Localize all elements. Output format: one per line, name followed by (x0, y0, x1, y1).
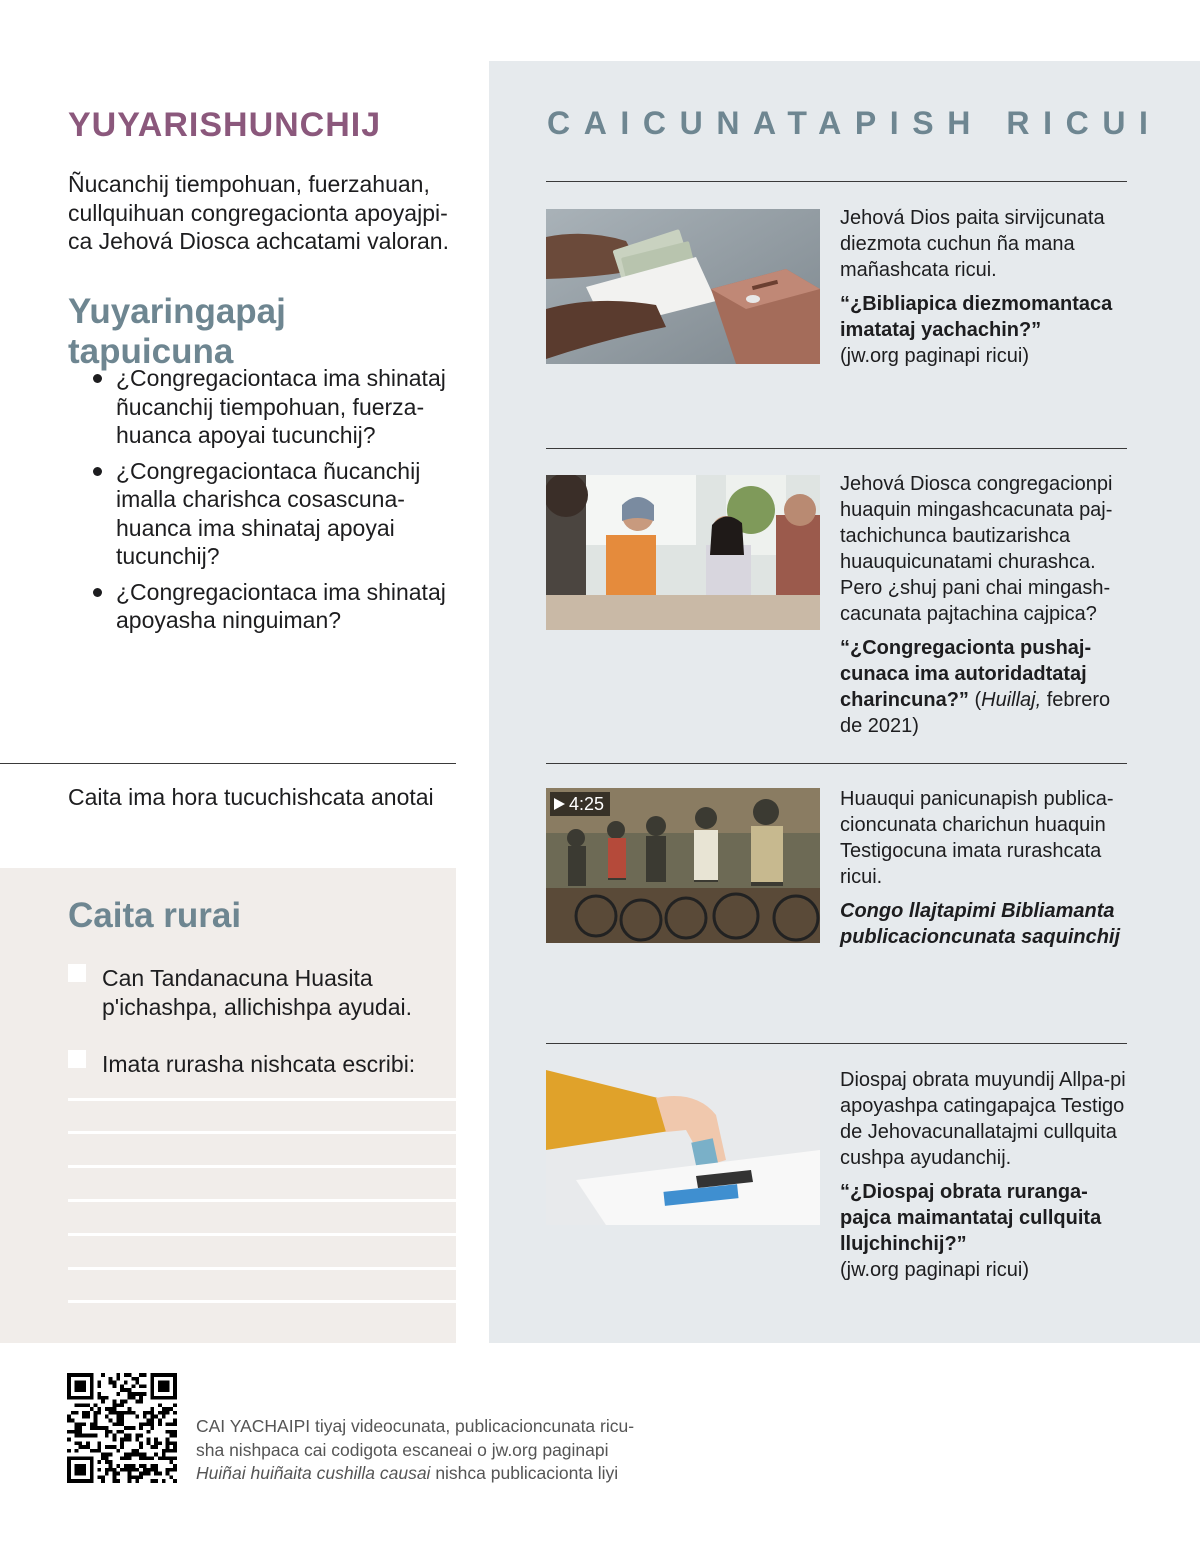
card-description: Huauqui panicunapish publica-cioncunata charichun huaquin Testigocuna imata rurashcata ricui. (840, 788, 1114, 888)
questions-title: Yuyaringapaj tapuicuna (68, 292, 286, 371)
left-column (0, 0, 456, 1343)
video-thumbnail[interactable] (546, 788, 820, 943)
writing-line[interactable] (68, 1199, 456, 1202)
source-magazine: Huillaj, (981, 689, 1042, 711)
divider (0, 763, 456, 764)
source-paren: ( (968, 689, 982, 711)
bible-study-image[interactable] (546, 475, 820, 630)
publication-title[interactable]: Huiñai huiñaita cushilla causai (196, 1463, 431, 1483)
writing-line[interactable] (68, 1233, 456, 1236)
source-date: febrero de 2021) (840, 689, 1111, 737)
question-item (93, 457, 453, 571)
card-text (840, 471, 1130, 739)
card-text (840, 1067, 1130, 1283)
checkbox[interactable] (68, 1050, 86, 1068)
divider (546, 1043, 1127, 1044)
checkbox[interactable] (68, 964, 86, 982)
card-description: Jehová Diosca congregacionpi huaquin mingashcacunata paj-tachichunca bautizarishca huauquicunatami churashca. Pero ¿shuj pani chai mingash-cacunata pajtachina cajpica? (840, 473, 1113, 625)
footer-line (196, 1462, 696, 1486)
bullet-icon (93, 467, 102, 476)
writing-line[interactable] (68, 1165, 456, 1168)
bullet-icon (93, 374, 102, 383)
card-source: (jw.org paginapi ricui) (840, 345, 1029, 367)
writing-line[interactable] (68, 1098, 456, 1101)
todo-item (68, 964, 438, 1021)
divider (546, 181, 1127, 182)
writing-line[interactable] (68, 1300, 456, 1303)
todo-item-text: Can Tandanacuna Huasita p'ichashpa, allichishpa ayudai. (102, 965, 412, 1020)
question-text: ¿Congregaciontaca ñucanchij imalla charishca cosascuna-huanca ima shinataj apoyai tucunchij? (116, 457, 421, 569)
card-text (840, 786, 1130, 950)
writing-line[interactable] (68, 1131, 456, 1134)
footer-line: sha nishpaca cai codigota escaneai o jw.org paginapi (196, 1439, 609, 1460)
footer-note (196, 1415, 696, 1486)
donation-box-image[interactable] (546, 1070, 820, 1225)
money-envelope-image[interactable] (546, 209, 820, 364)
video-duration: 4:25 (569, 794, 605, 814)
card-reference[interactable] (840, 1179, 1130, 1257)
see-also-title: CAICUNATAPISH RICUI (547, 105, 1162, 141)
card-description: Diospaj obrata muyundij Allpa-pi apoyashpa catingapajca Testigo de Jehovacunallatajmi cullquita cushpa ayudanchij. (840, 1069, 1126, 1169)
qr-code-icon[interactable] (67, 1373, 177, 1483)
card-reference[interactable] (840, 291, 1130, 343)
review-text: Ñucanchij tiempohuan, fuerzahuan, cullquihuan congregacionta apoyajpi-ca Jehová Diosca achcatami valoran. (68, 171, 449, 254)
question-text: ¿Congregaciontaca ima shinataj ñucanchij tiempohuan, fuerza-huanca apoyai tucunchij? (116, 365, 446, 448)
question-item (93, 364, 453, 450)
todo-panel (0, 868, 456, 1343)
footer-line: CAI YACHAIPI tiyaj videocunata, publicacioncunata ricu- (196, 1416, 635, 1436)
divider (546, 448, 1127, 449)
footer-text-rest: nishca publicacionta liyi (430, 1463, 619, 1483)
review-title: YUYARISHUNCHIJ (68, 106, 382, 144)
question-text: ¿Congregaciontaca ima shinataj apoyasha ninguiman? (116, 578, 446, 633)
todo-title: Caita rurai (68, 896, 242, 935)
see-also-panel (489, 61, 1200, 1343)
card-text (840, 205, 1130, 369)
question-item (93, 578, 453, 635)
questions-list (93, 364, 453, 642)
writing-line[interactable] (68, 1267, 456, 1270)
card-reference[interactable] (840, 635, 1130, 739)
card-source: (jw.org paginapi ricui) (840, 1259, 1029, 1281)
todo-item-text: Imata rurasha nishcata escribi: (102, 1051, 416, 1077)
video-duration-badge (550, 792, 610, 816)
reference-title[interactable]: “¿Congregacionta pushaj-cunaca ima autoridadtataj charincuna?” (840, 637, 1092, 711)
play-icon[interactable] (554, 798, 565, 810)
reference-title[interactable]: Congo llajtapimi Bibliamanta publicacioncunata saquinchij (840, 900, 1121, 948)
todo-item (68, 1050, 438, 1079)
reference-title[interactable]: “¿Diospaj obrata ruranga-pajca maimantataj cullquita llujchinchij?” (840, 1181, 1102, 1255)
completion-date-label: Caita ima hora tucuchishcata anotai (68, 784, 434, 810)
card-description: Jehová Dios paita sirvijcunata diezmota cuchun ña mana mañashcata ricui. (840, 207, 1105, 281)
reference-title[interactable]: “¿Bibliapica diezmomantaca imatataj yachachin?” (840, 293, 1113, 341)
divider (546, 763, 1127, 764)
bullet-icon (93, 588, 102, 597)
